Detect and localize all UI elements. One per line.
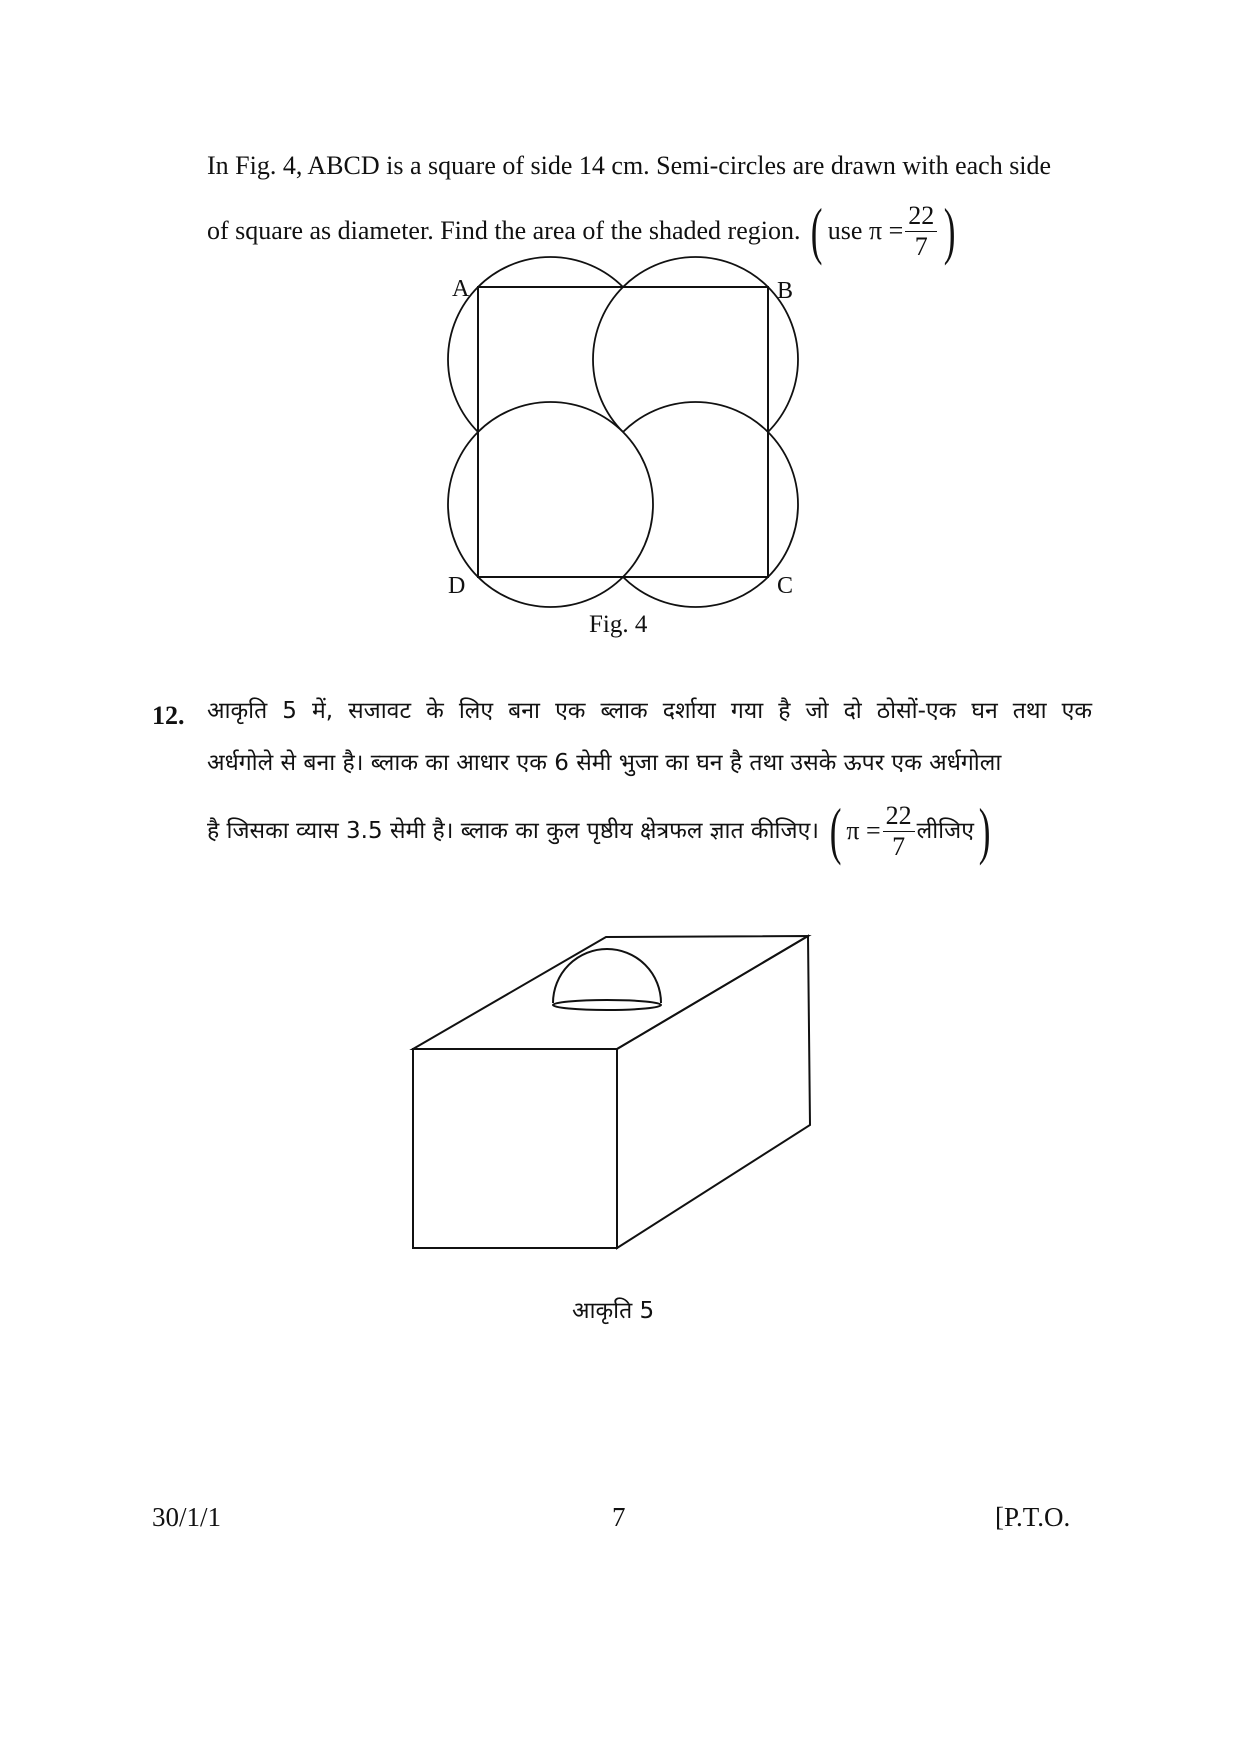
q12-hint-numerator: 22 [883, 801, 915, 832]
footer-paper-code: 30/1/1 [152, 1502, 222, 1532]
left-paren-icon: ( [811, 195, 823, 266]
q11-line-1: In Fig. 4, ABCD is a square of side 14 cm. Semi-circles are drawn with each side [207, 151, 1052, 180]
q11-line-2-text: of square as diameter. Find the area of the shaded region. [207, 216, 801, 245]
q12-hint-suffix: लीजिए [916, 817, 974, 844]
q11-hint-denominator: 7 [914, 231, 928, 261]
footer-pto: [P.T.O. [995, 1502, 1071, 1532]
q12-line-3 [207, 796, 995, 866]
q12-number: 12. [152, 701, 185, 730]
fig5-block-diagram [400, 920, 830, 1250]
q12-hint-denominator: 7 [892, 831, 906, 861]
vertex-label-b: B [777, 278, 794, 304]
side-face [617, 936, 810, 1248]
q12-hint-prefix: π = [846, 816, 881, 845]
top-face [413, 936, 808, 1049]
vertex-label-d: D [448, 573, 466, 599]
hemisphere-dome [553, 949, 661, 1003]
fig4-square-diagram [478, 287, 768, 577]
vertex-label-a: A [452, 276, 470, 302]
hemisphere-base [553, 1000, 661, 1010]
fig5-caption: आकृति 5 [572, 1298, 655, 1324]
front-face [413, 1049, 617, 1248]
q11-pi-hint [806, 195, 960, 266]
q12-line-3-text: है जिसका व्यास 3.5 सेमी है। ब्लाक का कुल पृष्ठीय क्षेत्रफल ज्ञात कीजिए। [207, 817, 820, 844]
q12-pi-hint [825, 795, 995, 866]
q12-line-1: आकृति 5 में, सजावट के लिए बना एक ब्लाक दर्शाया गया है जो दो ठोसों-एक घन तथा एक [207, 698, 1092, 724]
q11-hint-numerator: 22 [905, 201, 937, 232]
right-paren-icon: ) [944, 195, 956, 266]
q11-hint-prefix: use π = [827, 216, 904, 245]
q12-line-2: अर्धगोले से बना है। ब्लाक का आधार एक 6 सेमी भुजा का घन है तथा उसके ऊपर एक अर्धगोला [207, 750, 1002, 776]
right-paren-icon: ) [978, 795, 991, 866]
q11-line-2 [207, 196, 961, 266]
vertex-label-c: C [777, 573, 794, 599]
q12-hint-fraction [883, 801, 915, 862]
fig4-caption: Fig. 4 [589, 611, 648, 638]
footer-page-number: 7 [612, 1502, 626, 1532]
q11-hint-fraction [905, 201, 937, 262]
left-paren-icon: ( [829, 795, 842, 866]
